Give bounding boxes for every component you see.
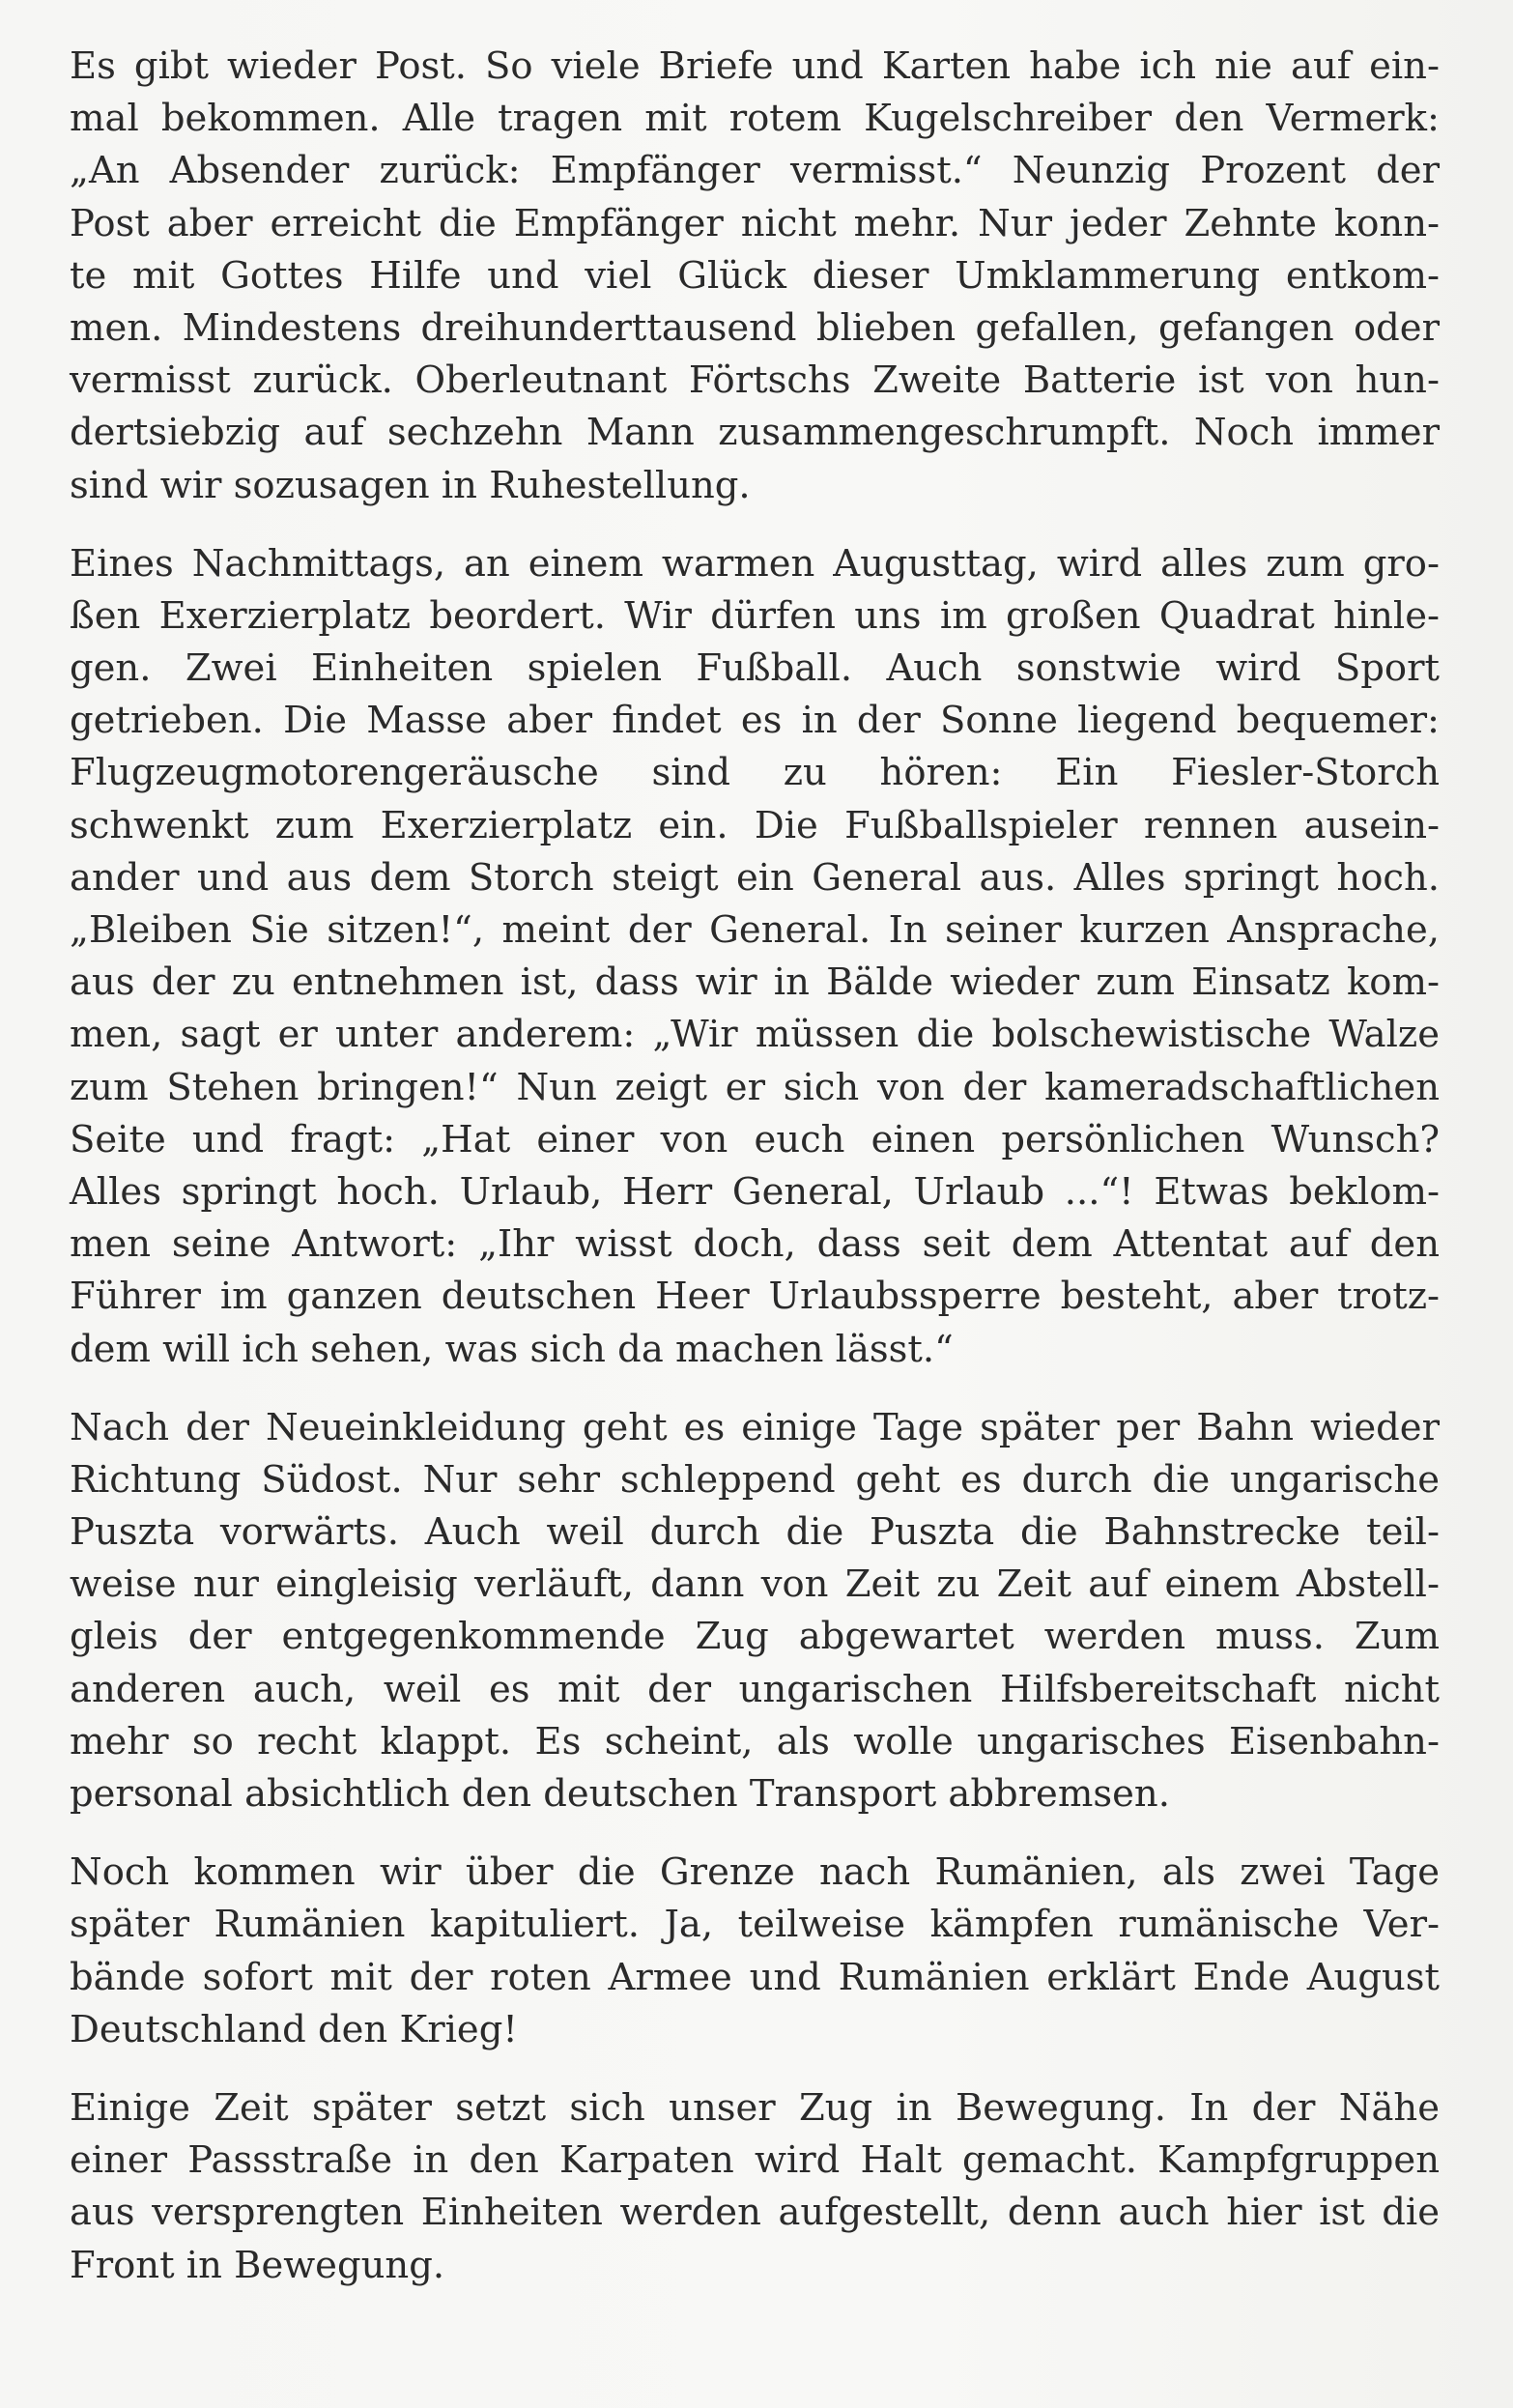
text-line: aus der zu entnehmen ist, dass wir in Bälde wieder zum Einsatz kom- — [70, 960, 1440, 1005]
text-line: später Rumänien kapituliert. Ja, teilweise kämpfen rumänische Ver- — [70, 1903, 1440, 1947]
text-line: bände sofort mit der roten Armee und Rumänien erklärt Ende August — [70, 1955, 1440, 1999]
text-line: Noch kommen wir über die Grenze nach Rumänien, als zwei Tage — [70, 1850, 1440, 1895]
paragraph-gap — [70, 2056, 1440, 2082]
text-line: Eines Nachmittags, an einem warmen Augusttag, wird alles zum gro- — [70, 541, 1440, 586]
text-line: anderen auch, weil es mit der ungarischen Hilfsbereitschaft nicht — [70, 1667, 1440, 1711]
text-line: dertsiebzig auf sechzehn Mann zusammengeschrumpft. Noch immer — [70, 411, 1440, 455]
text-line: men seine Antwort: „Ihr wisst doch, dass seit dem Attentat auf den — [70, 1222, 1440, 1267]
text-line: Nach der Neueinkleidung geht es einige Tage später per Bahn wieder — [70, 1405, 1440, 1449]
text-line: personal absichtlich den deutschen Transport abbremsen. — [70, 1772, 1170, 1816]
text-line: zum Stehen bringen!“ Nun zeigt er sich von der kameradschaftlichen — [70, 1065, 1440, 1109]
paragraph-3 — [70, 1402, 1440, 1821]
text-line: men, sagt er unter anderem: „Wir müssen die bolschewistische Walze — [70, 1013, 1440, 1057]
text-line: weise nur eingleisig verläuft, dann von Zeit zu Zeit auf einem Abstell- — [70, 1562, 1440, 1607]
text-line: Front in Bewegung. — [70, 2243, 445, 2287]
text-line: ander und aus dem Storch steigt ein General aus. Alles springt hoch. — [70, 855, 1440, 900]
paragraph-5 — [70, 2082, 1440, 2292]
text-line: getrieben. Die Masse aber findet es in der Sonne liegend bequemer: — [70, 699, 1440, 743]
text-line: „An Absender zurück: Empfänger vermisst.“ Neunzig Prozent der — [70, 149, 1440, 193]
text-line: Post aber erreicht die Empfänger nicht mehr. Nur jeder Zehnte konn- — [70, 201, 1440, 245]
paragraph-2 — [70, 538, 1440, 1376]
text-line: mal bekommen. Alle tragen mit rotem Kugelschreiber den Vermerk: — [70, 97, 1440, 141]
body-text — [70, 41, 1440, 2292]
text-line: „Bleiben Sie sitzen!“, meint der General. In seiner kurzen Ansprache, — [70, 908, 1440, 952]
text-line: mehr so recht klappt. Es scheint, als wolle ungarisches Eisenbahn- — [70, 1719, 1440, 1763]
text-line: aus versprengten Einheiten werden aufgestellt, denn auch hier ist die — [70, 2191, 1440, 2235]
text-line: dem will ich sehen, was sich da machen lässt.“ — [70, 1327, 954, 1371]
text-line: Führer im ganzen deutschen Heer Urlaubssperre besteht, aber trotz- — [70, 1275, 1440, 1319]
text-line: men. Mindestens dreihunderttausend blieben gefallen, gefangen oder — [70, 305, 1440, 350]
text-line: Puszta vorwärts. Auch weil durch die Puszta die Bahnstrecke teil- — [70, 1510, 1440, 1555]
text-line: schwenkt zum Exerzierplatz ein. Die Fußballspieler rennen ausein- — [70, 803, 1440, 847]
paragraph-gap — [70, 512, 1440, 538]
text-line: Alles springt hoch. Urlaub, Herr General, Urlaub ...“! Etwas beklom- — [70, 1169, 1440, 1214]
text-line: sind wir sozusagen in Ruhestellung. — [70, 463, 751, 507]
text-line: gen. Zwei Einheiten spielen Fußball. Auch sonstwie wird Sport — [70, 646, 1440, 691]
paragraph-4 — [70, 1847, 1440, 2056]
paragraph-gap — [70, 1820, 1440, 1847]
text-line: Einige Zeit später setzt sich unser Zug in Bewegung. In der Nähe — [70, 2085, 1440, 2130]
paragraph-1 — [70, 41, 1440, 512]
text-line: Seite und fragt: „Hat einer von euch einen persönlichen Wunsch? — [70, 1117, 1440, 1161]
paragraph-gap — [70, 1376, 1440, 1402]
text-line: ßen Exerzierplatz beordert. Wir dürfen uns im großen Quadrat hinle- — [70, 593, 1440, 638]
text-line: Es gibt wieder Post. So viele Briefe und Karten habe ich nie auf ein- — [70, 44, 1440, 88]
text-line: Deutschland den Krieg! — [70, 2007, 518, 2051]
text-line: Flugzeugmotorengeräusche sind zu hören: Ein Fiesler-Storch — [70, 751, 1440, 795]
text-line: te mit Gottes Hilfe und viel Glück dieser Umklammerung entkom- — [70, 253, 1440, 298]
text-line: vermisst zurück. Oberleutnant Förtschs Zweite Batterie ist von hun- — [70, 358, 1440, 403]
text-line: einer Passstraße in den Karpaten wird Halt gemacht. Kampfgruppen — [70, 2138, 1440, 2183]
text-line: gleis der entgegenkommende Zug abgewartet werden muss. Zum — [70, 1615, 1440, 1659]
text-line: Richtung Südost. Nur sehr schleppend geht es durch die ungarische — [70, 1457, 1440, 1502]
